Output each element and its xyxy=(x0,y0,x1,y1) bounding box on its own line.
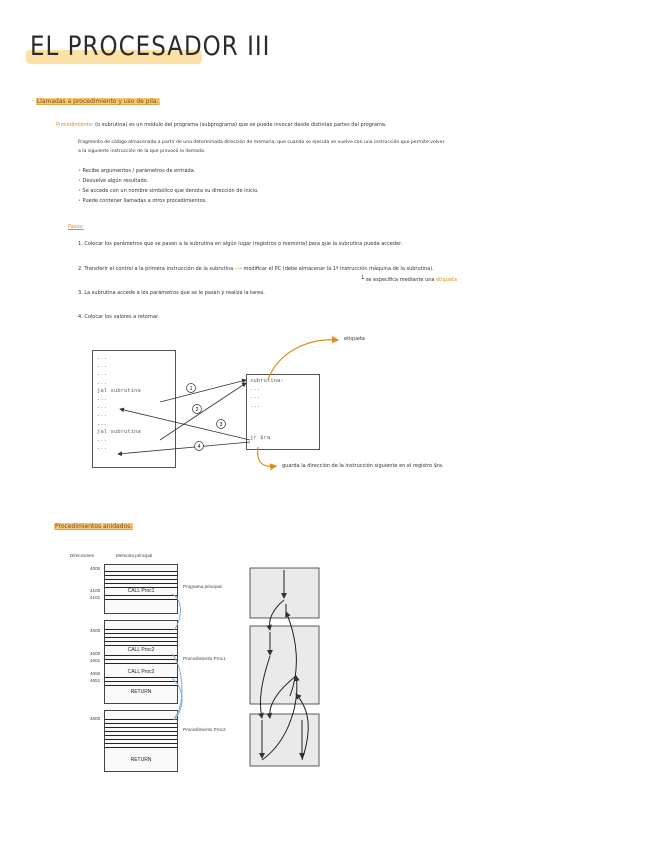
code-line: ... xyxy=(97,437,108,444)
arrow-etiqueta xyxy=(268,340,338,379)
arrow-ra xyxy=(258,447,276,466)
code-line: ... xyxy=(250,402,261,409)
address-label: 4101 xyxy=(90,595,101,600)
section2-heading-text: Procedimientos anidados: xyxy=(55,523,133,530)
address-label: 4650 xyxy=(90,671,101,676)
address-label: 4000 xyxy=(90,566,101,571)
nested-flow-diagram xyxy=(250,568,319,766)
list-item: • Puede contener llamadas a otros procedimientos. xyxy=(78,198,207,204)
code-line: jr $ra xyxy=(250,435,271,442)
return-proc2: RETURN xyxy=(130,757,152,763)
arrow-call-3 xyxy=(160,383,246,440)
address-label: 4800 xyxy=(90,716,101,721)
list-item: • Se accede con un nombre simbólico que denota su dirección de inicio. xyxy=(78,188,259,194)
address-label: 4601 xyxy=(90,658,101,663)
block-label-proc2: Procedimiento Proc2 xyxy=(183,727,226,732)
arrow-call-1 xyxy=(160,380,246,402)
step-3: 3. La subrutina accede a los parámetros que se le pasan y realiza la tarea. xyxy=(78,290,265,296)
step-label-2: 2 xyxy=(195,407,199,413)
page-title: EL PROCESADOR III xyxy=(30,32,271,62)
return-proc1: RETURN xyxy=(130,689,152,695)
list-item: • Recibe argumentos / parámetros de entrada. xyxy=(78,168,196,174)
code-line: jal subrutina xyxy=(97,387,141,394)
step-label-3: 3 xyxy=(219,422,223,428)
column-memoria: Memoria principal xyxy=(116,553,153,558)
description-line-1: Fragmento de código almacenado a partir de una determinada dirección de memoria, que cuando se ejecuta se vuelve con una instrucción que permite volver xyxy=(78,140,445,145)
code-line: jal subrutina xyxy=(97,428,141,435)
call-proc1: CALL Proc1 xyxy=(127,588,155,594)
address-label: 4500 xyxy=(90,628,101,633)
step-2: 2. Transferir el control a la primera instrucción de la subrutina ⟶ modificar el PC (debe almacenar la 1ª instrucción máquina de la subrutina). xyxy=(78,266,434,272)
call-proc2-b: CALL Proc2 xyxy=(127,669,155,675)
call-proc2-a: CALL Proc2 xyxy=(127,647,155,653)
list-item: • Devuelve algún resultado. xyxy=(78,178,149,184)
address-label: 4600 xyxy=(90,651,101,656)
description-line-2: a la siguiente instrucción de la que provocó la llamada. xyxy=(78,149,206,154)
main-memory-column xyxy=(104,564,178,772)
step-label-4: 4 xyxy=(197,444,201,450)
address-label: 4651 xyxy=(90,678,101,683)
code-line: ... xyxy=(250,386,261,393)
code-line: ... xyxy=(97,363,108,370)
code-line: ... xyxy=(97,420,108,427)
steps-heading: Pasos: xyxy=(68,224,84,230)
step-2-note: └ se especifica mediante una etiqueta xyxy=(360,275,457,283)
memory-link-arrows xyxy=(170,570,190,730)
code-line: ... xyxy=(97,445,108,452)
code-line: ... xyxy=(97,412,108,419)
arrow-return-2 xyxy=(120,409,250,440)
block-label-proc1: Procedimiento Proc1 xyxy=(183,656,226,661)
code-line: ... xyxy=(97,355,108,361)
note-ra: guarda la dirección de la instrucción siguiente en el registro $ra. xyxy=(282,463,444,469)
code-line: ... xyxy=(250,394,261,401)
address-label: 4100 xyxy=(90,588,101,593)
block-label-programa: Programa principal xyxy=(183,584,222,589)
section-heading-llamadas: · Llamadas a procedimiento y uso de pila: xyxy=(32,98,159,105)
step-4: 4. Colocar los valores a retornar. xyxy=(78,314,160,320)
arrow-return-4 xyxy=(118,442,250,454)
note-etiqueta: etiqueta xyxy=(344,336,365,342)
section-heading-anidados xyxy=(54,523,133,530)
etiqueta-word: etiqueta xyxy=(436,277,457,283)
code-line: ... xyxy=(97,396,108,403)
code-line: subrutina: xyxy=(250,378,284,384)
definition-text: (o subrutina) es un módulo del programa (subprograma) que se puede invocar desde distintas partes del programa. xyxy=(95,122,387,128)
section-heading-text: Llamadas a procedimiento y uso de pila: xyxy=(36,98,159,105)
definition-label: Procedimiento: xyxy=(56,122,94,128)
code-line: ... xyxy=(97,379,108,386)
code-line: ... xyxy=(97,404,108,411)
step-1: 1. Colocar los parámetros que se pasan a la subrutina en algún lugar (registros o memoria) para que la subrutina pueda acceder. xyxy=(78,241,403,247)
column-direcciones: Direcciones xyxy=(70,553,94,558)
code-line: ... xyxy=(97,371,108,378)
step-label-1: 1 xyxy=(189,386,193,392)
